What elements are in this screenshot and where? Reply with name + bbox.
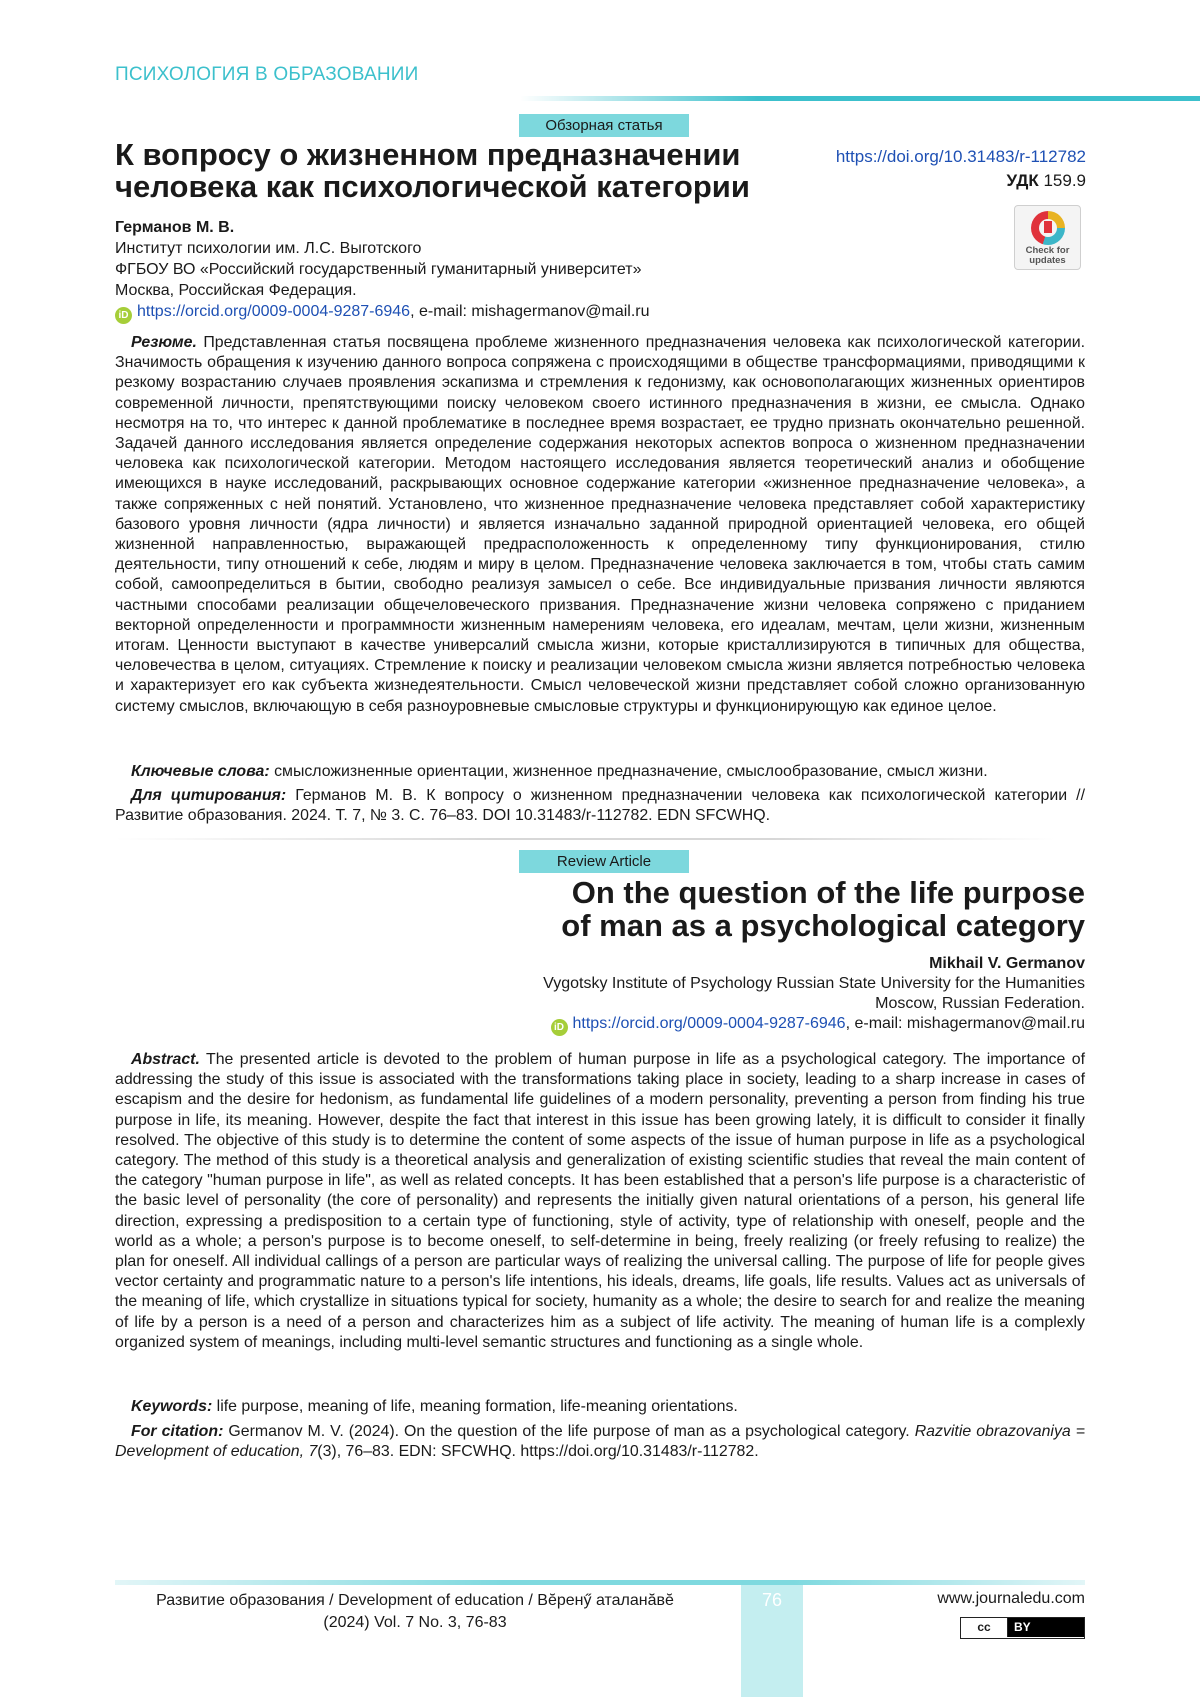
page-number: 76: [741, 1590, 803, 1611]
author-block-ru: [115, 217, 650, 324]
section-divider: [115, 838, 1055, 840]
article-type-badge-ru: Обзорная статья: [519, 114, 689, 137]
title-en-line2: of man as a psychological category: [385, 909, 1085, 942]
footer-journal-line1: Развитие образования / Development of education / Вĕренӳ аталанăвĕ: [115, 1590, 715, 1612]
article-title-ru: [115, 139, 795, 203]
article-title-en: [385, 876, 1085, 942]
citation-label-ru: Для цитирования:: [131, 787, 286, 804]
abstract-en: [115, 1050, 1085, 1353]
orcid-icon: iD: [551, 1019, 568, 1036]
orcid-row-ru: [115, 301, 650, 324]
citation-label-en: For citation:: [131, 1423, 223, 1440]
citation-ru: [115, 786, 1085, 826]
cc-by-license-icon[interactable]: [960, 1617, 1085, 1639]
keywords-label-ru: Ключевые слова:: [131, 763, 270, 780]
abstract-ru: [115, 333, 1085, 717]
abstract-text-ru: Представленная статья посвящена проблеме жизненного предназначения человека как психологической категории. Значимость обращения к изучению данного вопроса сопряжена с происходящими в обществе трансформациями, приводящими к резкому возрастанию случаев проявления эскапизма и стремления к гедонизму, как основополагающих жизненных ориентиров современной личности, препятствующими поиску человеком своего истинного предназначения в жизни, ее смысла. Однако несмотря на то, что интерес к данной проблематике в последнее время возрастает, ее трудно признать окончательно решенной. Задачей данного исследования является определение содержания некоторых аспектов вопроса о жизненном предназначении человека как психологической категории. Методом настоящего исследования является теоретический анализ и обобщение имеющихся в науке исследований, раскрывающих основное содержание категории «жизненное предназначение человека», а также сопряженных с ней понятий. Установлено, что жизненное предназначение человека представляет собой характеристику базового уровня личности (ядра личности) и является изначально заданной природной ориентацией человека, его общей жизненной направленностью, выражающей предрасположенность к определенному типу функционирования, стилю деятельности, типу отношений к себе, людям и миру в целом. Предназначение человека заключается в том, чтобы стать самим собой, самоопределиться в бытии, свободно реализуя замысел о себе. Все индивидуальные призвания личности являются частными способами реализации общечеловеческого призвания. Предназначение жизни человека сопряжено с приданием векторной определенности и программности жизненным намерениям человека, его идеалам, мечтам, цели жизни, жизненным итогам. Ценности выступают в качестве универсалий смысла жизни, которые кристаллизируются в типичных для общества, человечества в целом, ситуациях. Стремление к поиску и реализации человеком смысла жизни является потребностью человека и характеризует его как субъекта жизнедеятельности. Смысл человеческой жизни представляет собой сложно организованную систему смыслов, включающую в себя разноуровневые смысловые структуры и функционирующую как единое целое.: [115, 334, 1085, 715]
affiliation-ru-3: Москва, Российская Федерация.: [115, 280, 650, 301]
affiliation-en-2: Moscow, Russian Federation.: [325, 994, 1085, 1014]
footer-journal: [115, 1590, 715, 1634]
affiliation-ru-2: ФГБОУ ВО «Российский государственный гуманитарный университет»: [115, 259, 650, 280]
title-ru-line2: человека как психологической категории: [115, 171, 795, 203]
by-label: BY: [1008, 1618, 1084, 1637]
author-name-en: Mikhail V. Germanov: [325, 954, 1085, 974]
title-en-line1: On the question of the life purpose: [385, 876, 1085, 909]
email-ru: , e-mail: mishagermanov@mail.ru: [410, 303, 649, 320]
check-for-updates-badge[interactable]: [1014, 205, 1081, 270]
orcid-row-en: [325, 1014, 1085, 1036]
crossmark-icon: [1031, 211, 1065, 245]
keywords-text-ru: смысложизненные ориентации, жизненное предназначение, смыслообразование, смысл жизни.: [270, 763, 988, 780]
keywords-text-en: life purpose, meaning of life, meaning formation, life-meaning orientations.: [212, 1398, 738, 1415]
footer-website[interactable]: www.journaledu.com: [937, 1590, 1085, 1608]
citation-text-ru: Германов М. В. К вопросу о жизненном предназначении человека как психологической категории // Развитие образования. 2024. Т. 7, № 3. С. 76–83. DOI 10.31483/r-112782. EDN SFCWHQ.: [115, 787, 1085, 824]
article-type-badge-en: Review Article: [519, 850, 689, 873]
keywords-label-en: Keywords:: [131, 1398, 212, 1415]
orcid-link-en[interactable]: https://orcid.org/0009-0004-9287-6946: [573, 1015, 846, 1032]
abstract-label-en: Abstract.: [131, 1051, 200, 1068]
citation-text-en-1: Germanov M. V. (2024). On the question of the life purpose of man as a psychological category.: [223, 1423, 914, 1440]
abstract-label-ru: Резюме.: [131, 334, 197, 351]
orcid-icon: iD: [115, 307, 132, 324]
udk-value: 159.9: [1039, 171, 1086, 190]
footer-journal-line2: (2024) Vol. 7 No. 3, 76-83: [115, 1612, 715, 1634]
title-ru-line1: К вопросу о жизненном предназначении: [115, 139, 795, 171]
author-block-en: [325, 954, 1085, 1036]
section-title: ПСИХОЛОГИЯ В ОБРАЗОВАНИИ: [115, 64, 418, 86]
cc-logo: cc: [961, 1618, 1008, 1637]
affiliation-en-1: Vygotsky Institute of Psychology Russian State University for the Humanities: [325, 974, 1085, 994]
email-en: , e-mail: mishagermanov@mail.ru: [846, 1015, 1085, 1032]
footer-rule: [115, 1580, 1085, 1585]
citation-en: [115, 1422, 1085, 1462]
doi-link[interactable]: https://doi.org/10.31483/r-112782: [836, 147, 1086, 167]
header-rule: [520, 96, 1200, 101]
orcid-link-ru[interactable]: https://orcid.org/0009-0004-9287-6946: [137, 303, 410, 320]
abstract-text-en: The presented article is devoted to the problem of human purpose in life as a psychological category. The importance of addressing the study of this issue is associated with the transformations taking place in society, leading to a sharp increase in cases of escapism and the desire for hedonism, as fundamental life guidelines of a modern personality, preventing a person from finding his true purpose in life, its meaning. However, despite the fact that interest in this issue has been growing lately, it is difficult to consider it finally resolved. The objective of this study is to determine the content of some aspects of the issue of human purpose in life as a psychological category. The method of this study is a theoretical analysis and generalization of existing scientific studies that reveal the main content of the category "human purpose in life", as well as related concepts. It has been established that a person's life purpose is a characteristic of the basic level of personality (the core of personality) and represents the initially given natural orientations of a person, his general life direction, expressing a predisposition to a certain type of functioning, style of activity, type of relationship with oneself, people and the world as a whole; a person's purpose is to become oneself, to self-determine in being, freely realizing (or freely refusing to realize) the plan for oneself. All individual callings of a person are particular ways of realizing the universal calling. The purpose of life for people gives vector certainty and programmatic nature to a person's life intentions, his ideals, dreams, life goals, life results. Values act as universals of the meaning of life, which crystallize in situations typical for society, humanity as a whole; the desire to search for and realize the meaning of life by a person is a need of a person and characterizes him as a subject of life activity. The meaning of human life is a complexly organized system of meanings, including multi-level semantic structures and functioning as a single whole.: [115, 1051, 1085, 1351]
keywords-ru: [115, 762, 1085, 782]
affiliation-ru-1: Институт психологии им. Л.С. Выготского: [115, 238, 650, 259]
check-updates-label: Check for updates: [1015, 246, 1080, 266]
author-name-ru: Германов М. В.: [115, 217, 650, 238]
citation-journal-en: Razvitie obrazovaniya = Development of education, 7: [115, 1423, 1085, 1460]
udk: [1007, 171, 1086, 191]
citation-text-en-2: (3), 76–83. EDN: SFCWHQ. https://doi.org/10.31483/r-112782.: [317, 1443, 758, 1460]
udk-label: УДК: [1007, 171, 1039, 190]
keywords-en: [115, 1397, 1085, 1417]
